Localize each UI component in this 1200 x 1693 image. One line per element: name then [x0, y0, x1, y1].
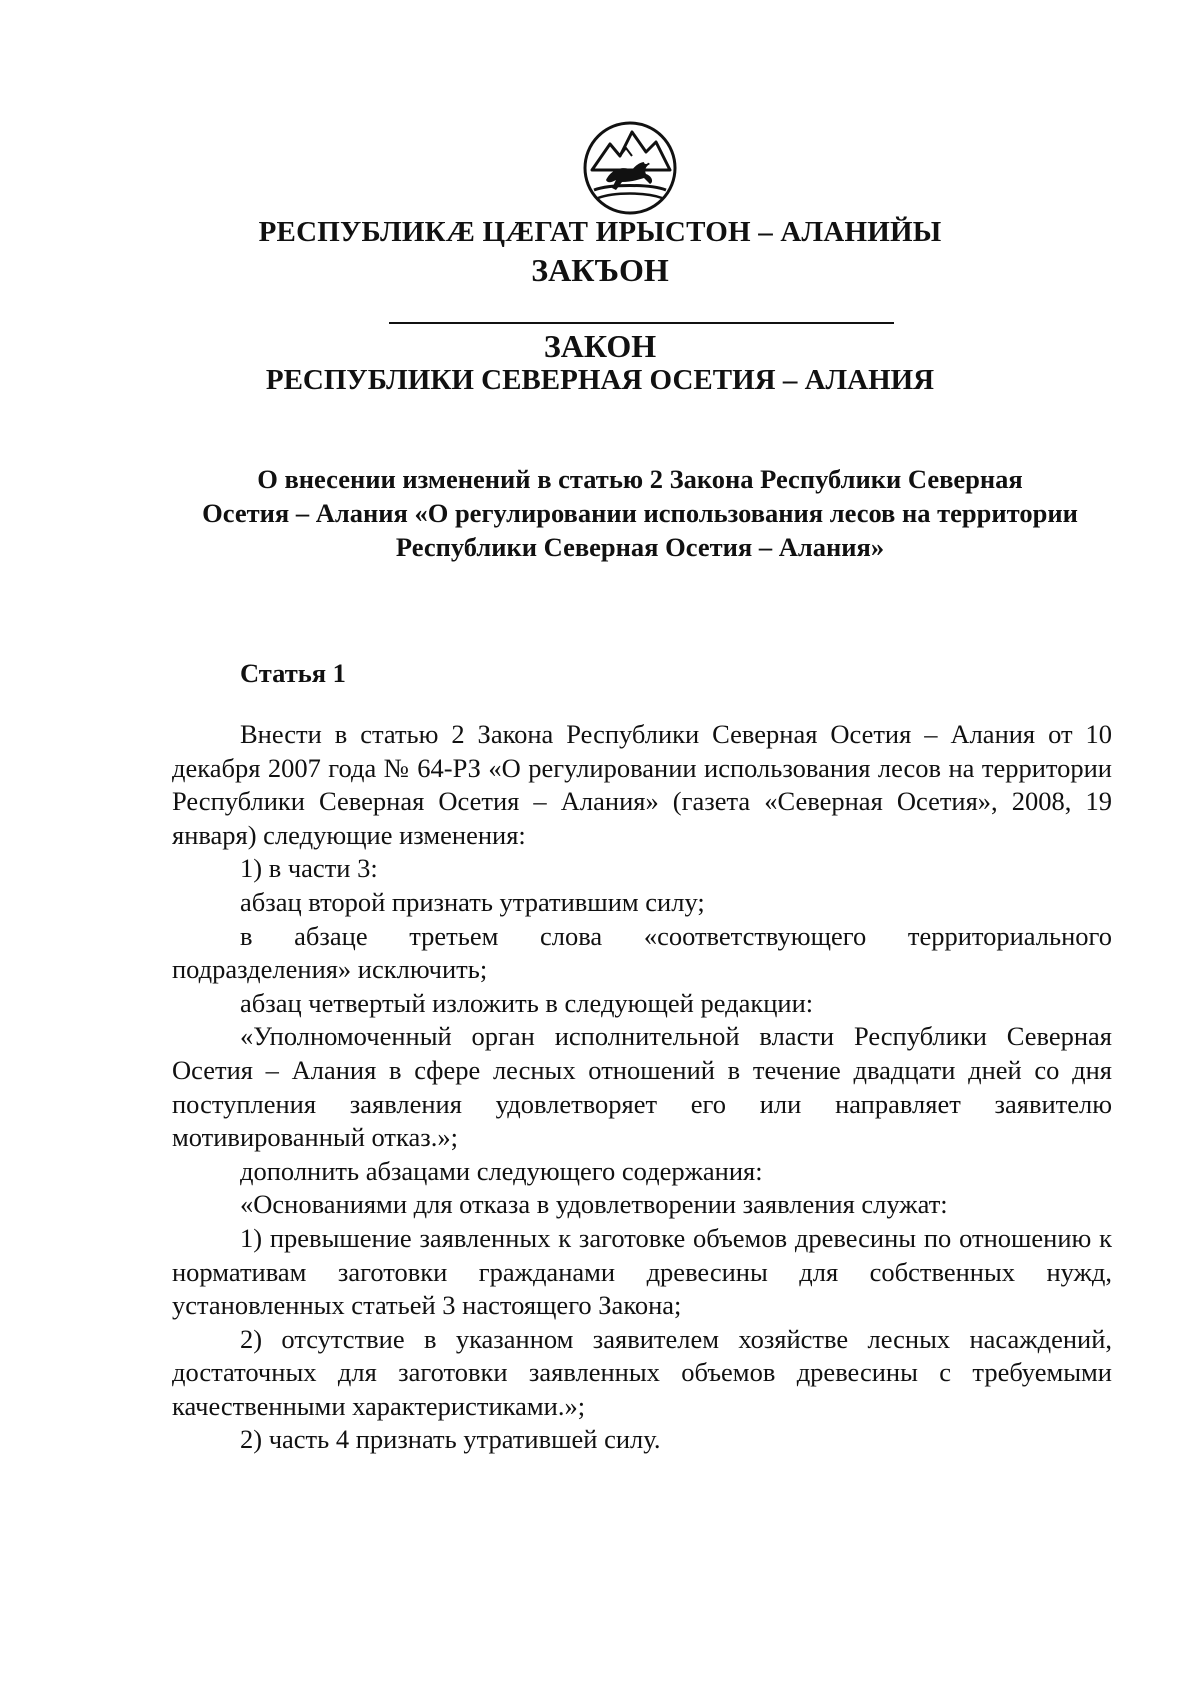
article-paragraph: 2) часть 4 признать утратившей силу. [240, 1424, 661, 1455]
russian-law-heading: ЗАКОН [543, 328, 657, 364]
article-heading: Статья 1 [240, 658, 346, 688]
article-paragraph: дополнить абзацами следующего содержания: [240, 1155, 763, 1186]
ossetian-republic-heading: РЕСПУБЛИКÆ ЦÆГАТ ИРЫСТОН – АЛАНИЙЫ [258, 216, 942, 248]
law-title [170, 462, 1110, 564]
article-paragraph: 1) в части 3: [240, 853, 378, 884]
article-paragraph: «Основаниями для отказа в удовлетворении заявления служат: [240, 1189, 948, 1220]
article-paragraph: 1) превышение заявленных к заготовке объемов древесины по отношению к нормативам заготовки гражданами древесины для собственных нужд, установленных статьей 3 настоящего Закона; [172, 1222, 1112, 1321]
header-divider [389, 322, 894, 324]
article-body [172, 718, 1112, 1457]
article-paragraph: 2) отсутствие в указанном заявителем хозяйстве лесных насаждений, достаточных для заготовки заявленных объемов древесины с требуемыми качественными характеристиками.»; [172, 1323, 1112, 1421]
law-title-line: О внесении изменений в статью 2 Закона Республики Северная [257, 464, 1023, 494]
ossetian-law-heading: ЗАКЪОН [531, 252, 669, 288]
article-paragraph: «Уполномоченный орган исполнительной власти Республики Северная Осетия – Алания в сфере лесных отношений в течение двадцати дней со дня поступления заявления удовлетворяет его или направляет заявителю мотивированный отказ.»; [172, 1021, 1112, 1153]
article-paragraph: абзац четвертый изложить в следующей редакции: [240, 987, 814, 1018]
coat-of-arms-emblem-icon [580, 118, 680, 218]
article-paragraph: в абзаце третьем слова «соответствующего территориального подразделения» исключить; [172, 920, 1112, 985]
russian-republic-heading: РЕСПУБЛИКИ СЕВЕРНАЯ ОСЕТИЯ – АЛАНИЯ [265, 364, 935, 396]
article-paragraph: Внести в статью 2 Закона Республики Северная Осетия – Алания от 10 декабря 2007 года № 64-РЗ «О регулировании использования лесов на территории Республики Северная Осетия – Алания» (газета «Северная Осетия», 2008, 19 января) следующие изменения: [172, 719, 1112, 850]
article-paragraph: абзац второй признать утратившим силу; [240, 886, 705, 917]
law-title-line: Республики Северная Осетия – Алания» [395, 532, 885, 562]
law-title-line: Осетия – Алания «О регулировании использования лесов на территории [202, 498, 1078, 528]
